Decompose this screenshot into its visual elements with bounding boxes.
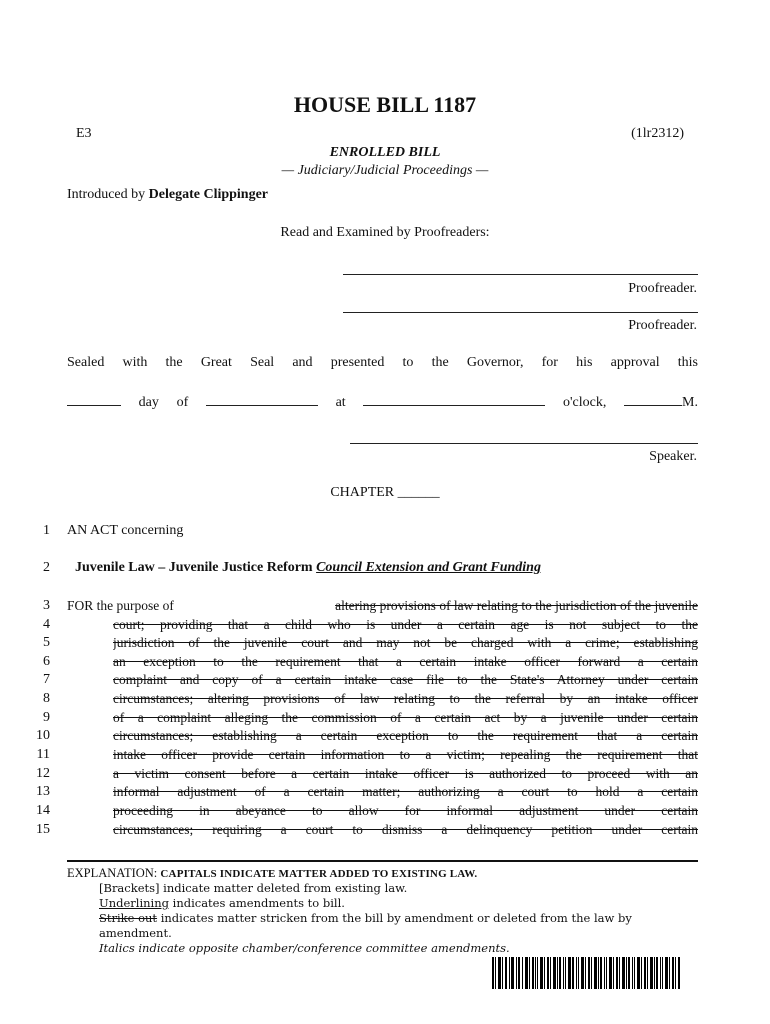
line-number: 8 [43,691,50,706]
line-number: 2 [43,560,50,575]
title-amendment: Council Extension and Grant Funding [316,560,541,575]
meridiem-group [624,393,698,411]
bill-short-title [75,560,541,576]
line-number: 15 [36,822,50,837]
purpose-line [67,598,698,614]
committee-line: — Judiciary/Judicial Proceedings — [281,163,489,178]
line-number: 12 [36,766,50,781]
explanation-brackets [99,881,407,895]
explanation-italics: Italics indicate opposite chamber/conference committee amendments. [99,941,510,955]
line-number: 1 [43,523,50,538]
strike-text: indicates matter stricken from the bill by amendment or deleted from the law by [160,911,632,925]
approval-date-row [67,393,698,411]
at-label: at [335,395,346,410]
meridiem-blank [624,393,682,406]
stricken-line: proceeding in abeyance to allow for informal adjustment under certain [113,803,698,818]
stricken-line: informal adjustment of a certain matter; authorizing a court to hold a certain [113,784,698,799]
subject-code: E3 [76,126,92,141]
bill-status: ENROLLED BILL [329,145,441,160]
stricken-line: complaint and copy of a certain intake case file to the State's Attorney under certain [113,672,698,687]
proofreader-signature-line-1 [343,274,698,275]
proofreader-signature-line-2 [343,312,698,313]
explanation-strike [99,911,632,925]
bill-title: HOUSE BILL 1187 [293,92,477,117]
line-number: 5 [43,635,50,650]
proofreader-label-2: Proofreader. [628,318,697,333]
chapter-label: CHAPTER ______ [330,485,440,500]
introduced-prefix: Introduced by [67,187,146,202]
strike-mark: Strike out [99,911,158,925]
month-blank [206,393,318,406]
of-label: of [176,395,189,410]
stricken-line: an exception to the requirement that a certain intake officer forward a certain [113,654,698,669]
explanation-caps: CAPITALS INDICATE MATTER ADDED TO EXISTING LAW. [160,868,478,880]
speaker-label: Speaker. [649,449,697,464]
sponsor-name: Delegate Clippinger [148,187,269,202]
underlining-mark: Underlining [99,896,169,910]
line-number: 3 [43,598,50,613]
explanation-heading [67,866,477,881]
brackets-mark: [Brackets] [99,881,160,895]
line-number: 13 [36,784,50,799]
stricken-text: altering provisions of law relating to the jurisdiction of the juvenile [335,598,698,613]
stricken-line: circumstances; establishing a certain exception to the requirement that a certain [113,728,698,743]
barcode-image [492,957,680,989]
act-concerning: AN ACT concerning [67,523,184,538]
line-number: 14 [36,803,50,818]
stricken-line: court; providing that a child who is under a certain age is not subject to the [113,617,698,632]
line-number: 6 [43,654,50,669]
m-label: M. [682,395,698,410]
line-number: 9 [43,710,50,725]
proofreader-label-1: Proofreader. [628,281,697,296]
speaker-signature-line [350,443,698,444]
time-blank [363,393,545,406]
purpose-prefix: FOR the purpose of [67,598,174,613]
day-label: day [138,395,159,410]
sealed-statement: Sealed with the Great Seal and presented to the Governor, for his approval this [67,355,698,370]
stricken-line: of a complaint alleging the commission of a certain act by a juvenile under certain [113,710,698,725]
explanation-divider [67,860,698,862]
stricken-line: circumstances; altering provisions of law relating to the referral by an intake officer [113,691,698,706]
brackets-text: indicate matter deleted from existing law. [163,881,408,895]
line-number: 7 [43,672,50,687]
explanation-strike-cont: amendment. [99,926,172,940]
underlining-text: indicates amendments to bill. [172,896,345,910]
stricken-line: jurisdiction of the juvenile court and may not be charged with a crime; establishing [113,635,698,650]
explanation-label: EXPLANATION: [67,866,158,880]
line-number: 11 [36,747,50,762]
line-number: 10 [36,728,50,743]
read-examined: Read and Examined by Proofreaders: [280,225,490,240]
day-blank [67,393,121,406]
explanation-underlining [99,896,345,910]
line-number: 4 [43,617,50,632]
title-original: Juvenile Law – Juvenile Justice Reform [75,560,313,575]
oclock-label: o'clock, [563,395,607,410]
stricken-line: intake officer provide certain information to a victim; repealing the requirement that [113,747,698,762]
stricken-line: a victim consent before a certain intake officer is authorized to proceed with an [113,766,698,781]
stricken-line: circumstances; requiring a court to dismiss a delinquency petition under certain [113,822,698,837]
drafting-number: (1lr2312) [631,126,684,141]
introduced-by [67,187,268,203]
